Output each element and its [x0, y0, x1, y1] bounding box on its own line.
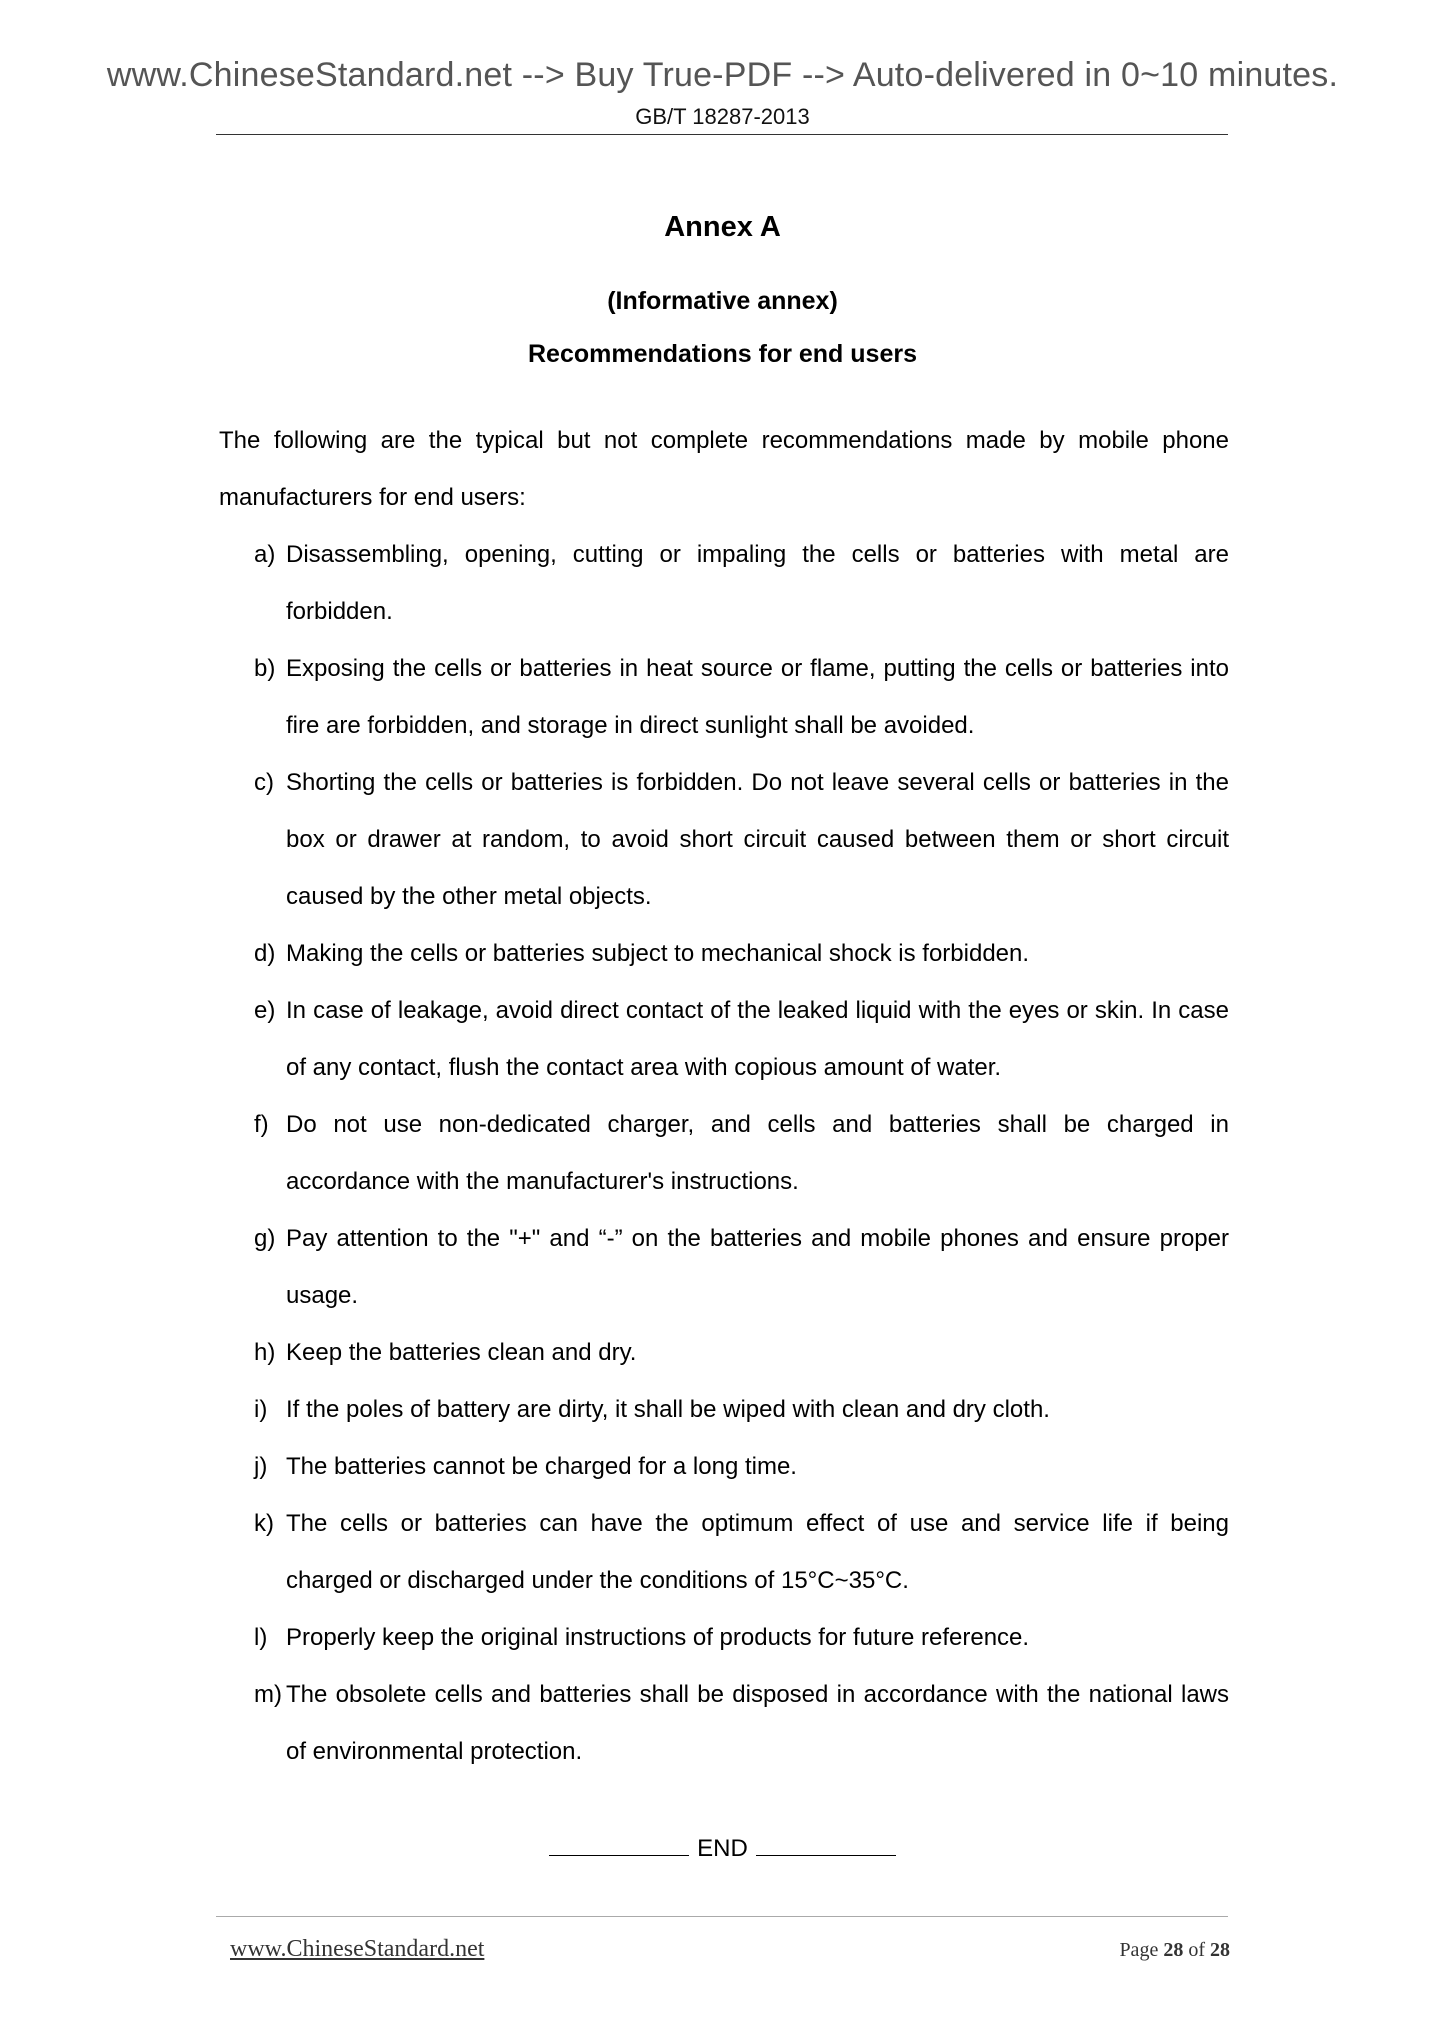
page-indicator: [1119, 1939, 1230, 1962]
item-text: Properly keep the original instructions of products for future reference.: [286, 1624, 1030, 1651]
item-text: Pay attention to the "+" and “-” on the batteries and mobile phones and ensure proper usage.: [286, 1225, 1229, 1309]
list-item: [219, 1438, 1229, 1495]
list-item: [219, 1381, 1229, 1438]
list-item: [219, 925, 1229, 982]
page-total: 28: [1210, 1939, 1230, 1961]
item-label: l): [254, 1624, 268, 1651]
page-word: Page: [1119, 1939, 1159, 1961]
page-current: 28: [1163, 1939, 1184, 1961]
item-label: j): [254, 1453, 268, 1480]
end-text: END: [697, 1835, 748, 1862]
item-text: The cells or batteries can have the optimum effect of use and service life if being charged or discharged under the conditions of 15°C~35°C.: [286, 1510, 1229, 1594]
footer-site-link[interactable]: www.ChineseStandard.net: [230, 1936, 485, 1962]
intro-paragraph: The following are the typical but not complete recommendations made by mobile phone manufacturers for end users:: [219, 427, 1229, 511]
item-label: c): [254, 769, 274, 796]
item-text: In case of leakage, avoid direct contact of the leaked liquid with the eyes or skin. In case of any contact, flush the contact area with copious amount of water.: [286, 997, 1229, 1081]
item-label: e): [254, 997, 276, 1024]
list-item: [219, 1609, 1229, 1666]
list-item: [219, 1666, 1229, 1780]
item-label: k): [254, 1510, 274, 1537]
footer-divider: [216, 1916, 1228, 1917]
list-item: [219, 1324, 1229, 1381]
item-label: f): [254, 1111, 269, 1138]
item-label: b): [254, 655, 276, 682]
item-text: Do not use non-dedicated charger, and cells and batteries shall be charged in accordance with the manufacturer's instructions.: [286, 1111, 1229, 1195]
list-item: [219, 640, 1229, 754]
header-divider: [216, 134, 1228, 135]
site-banner: www.ChineseStandard.net --> Buy True-PDF --> Auto-delivered in 0~10 minutes.: [106, 56, 1339, 94]
recommendation-list: [219, 526, 1229, 1780]
item-text: Keep the batteries clean and dry.: [286, 1339, 637, 1366]
item-text: Shorting the cells or batteries is forbidden. Do not leave several cells or batteries in the box or drawer at random, to avoid short circuit caused between them or short circuit caused by the other metal objects.: [286, 769, 1229, 910]
item-label: m): [254, 1681, 282, 1708]
item-text: Exposing the cells or batteries in heat source or flame, putting the cells or batteries into fire are forbidden, and storage in direct sunlight shall be avoided.: [286, 655, 1229, 739]
list-item: [219, 1210, 1229, 1324]
list-item: [219, 1096, 1229, 1210]
end-rule-left: [549, 1837, 689, 1856]
end-rule-right: [756, 1837, 896, 1856]
annex-title: Annex A: [664, 211, 781, 243]
item-label: g): [254, 1225, 276, 1252]
item-text: If the poles of battery are dirty, it shall be wiped with clean and dry cloth.: [286, 1396, 1050, 1423]
page-of: of: [1188, 1939, 1205, 1961]
item-label: i): [254, 1396, 268, 1423]
list-item: [219, 982, 1229, 1096]
list-item: [219, 754, 1229, 925]
annex-heading: Recommendations for end users: [528, 340, 917, 368]
item-label: h): [254, 1339, 276, 1366]
annex-subtitle: (Informative annex): [607, 287, 838, 315]
item-text: Making the cells or batteries subject to mechanical shock is forbidden.: [286, 940, 1030, 967]
list-item: [219, 526, 1229, 640]
item-label: d): [254, 940, 276, 967]
item-text: The batteries cannot be charged for a long time.: [286, 1453, 797, 1480]
end-marker: [0, 1835, 1445, 1863]
item-text: The obsolete cells and batteries shall be disposed in accordance with the national laws of environmental protection.: [286, 1681, 1229, 1765]
list-item: [219, 1495, 1229, 1609]
document-number: GB/T 18287-2013: [635, 104, 810, 129]
item-label: a): [254, 541, 276, 568]
item-text: Disassembling, opening, cutting or impaling the cells or batteries with metal are forbidden.: [286, 541, 1229, 625]
